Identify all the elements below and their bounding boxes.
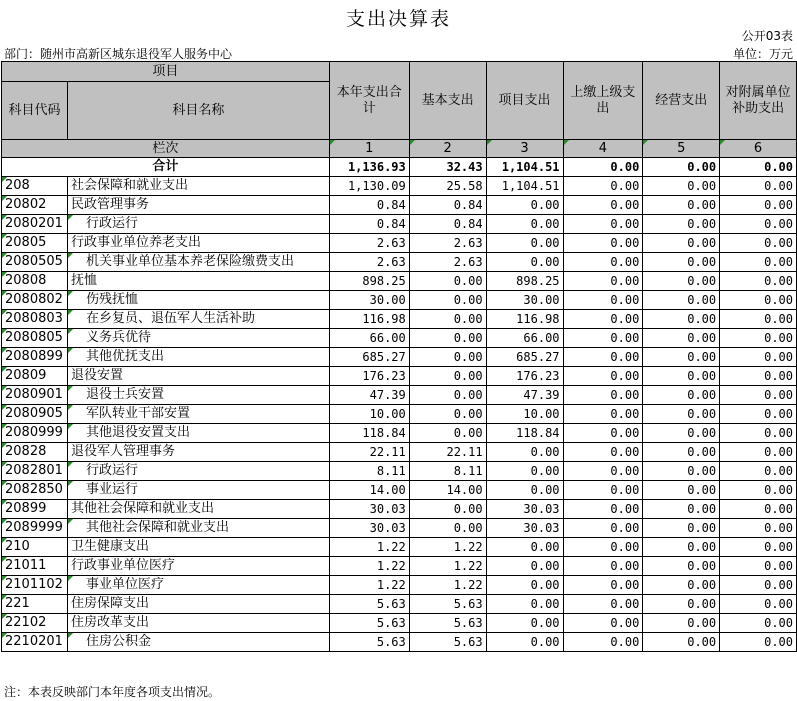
subject-code-cell: 20802: [2, 196, 68, 215]
table-row: [2, 367, 797, 386]
unit-label: 单位：万元: [732, 47, 793, 61]
subject-name-cell: 行政运行: [67, 215, 329, 234]
amount-cell: 0.00: [563, 367, 643, 386]
amount-cell: 2.63: [329, 253, 409, 272]
amount-cell: 30.00: [329, 291, 409, 310]
table-row: [2, 234, 797, 253]
subject-name-cell: 住房改革支出: [67, 614, 329, 633]
amount-cell: 0.00: [409, 310, 486, 329]
amount-cell: 0.00: [643, 310, 720, 329]
amount-cell: 1.22: [329, 557, 409, 576]
footnote: 注：本表反映部门本年度各项支出情况。: [4, 685, 221, 699]
amount-cell: 0.00: [720, 215, 797, 234]
amount-cell: 0.00: [643, 386, 720, 405]
amount-cell: 0.00: [486, 557, 563, 576]
amount-cell: 0.00: [643, 253, 720, 272]
amount-cell: 8.11: [409, 462, 486, 481]
amount-cell: 0.00: [486, 443, 563, 462]
table-row: [2, 538, 797, 557]
subject-code-cell: 2080901: [2, 386, 68, 405]
amount-cell: 30.03: [329, 500, 409, 519]
amount-cell: 22.11: [329, 443, 409, 462]
amount-cell: 116.98: [486, 310, 563, 329]
subject-name-cell: 行政事业单位养老支出: [67, 234, 329, 253]
subject-code-cell: 20899: [2, 500, 68, 519]
amount-cell: 0.00: [720, 272, 797, 291]
amount-cell: 1,130.09: [329, 177, 409, 196]
amount-cell: 0.00: [409, 519, 486, 538]
amount-cell: 14.00: [329, 481, 409, 500]
amount-cell: 0.00: [563, 348, 643, 367]
amount-cell: 2.63: [329, 234, 409, 253]
subject-name-header: 科目名称: [67, 82, 329, 140]
amount-cell: 0.00: [409, 329, 486, 348]
subject-code-cell: 20809: [2, 367, 68, 386]
amount-cell: 0.00: [486, 234, 563, 253]
total-value: 0.00: [563, 158, 643, 177]
subject-name-cell: 行政事业单位医疗: [67, 557, 329, 576]
amount-cell: 0.00: [563, 253, 643, 272]
amount-cell: 0.00: [409, 424, 486, 443]
amount-cell: 5.63: [409, 614, 486, 633]
col1-header: 本年支出合计: [329, 62, 409, 140]
col5-header: 经营支出: [643, 62, 720, 140]
subject-name-cell: 其他优抚支出: [67, 348, 329, 367]
table-row: [2, 576, 797, 595]
total-label: 合计: [2, 158, 330, 177]
amount-cell: 0.00: [409, 367, 486, 386]
amount-cell: 1,104.51: [486, 177, 563, 196]
table-row: [2, 462, 797, 481]
amount-cell: 0.00: [720, 310, 797, 329]
amount-cell: 0.00: [720, 386, 797, 405]
amount-cell: 0.00: [720, 405, 797, 424]
amount-cell: 0.00: [643, 424, 720, 443]
subject-code-cell: 2080803: [2, 310, 68, 329]
amount-cell: 0.00: [563, 481, 643, 500]
amount-cell: 0.00: [563, 386, 643, 405]
amount-cell: 0.00: [643, 196, 720, 215]
subject-name-cell: 退役军人管理事务: [67, 443, 329, 462]
amount-cell: 5.63: [329, 595, 409, 614]
amount-cell: 0.00: [563, 196, 643, 215]
amount-cell: 25.58: [409, 177, 486, 196]
amount-cell: 0.00: [563, 291, 643, 310]
amount-cell: 0.00: [720, 177, 797, 196]
table-row: [2, 310, 797, 329]
amount-cell: 0.00: [643, 443, 720, 462]
amount-cell: 10.00: [486, 405, 563, 424]
amount-cell: 0.00: [409, 272, 486, 291]
subject-code-cell: 208: [2, 177, 68, 196]
amount-cell: 66.00: [486, 329, 563, 348]
subject-name-cell: 义务兵优待: [67, 329, 329, 348]
amount-cell: 5.63: [329, 614, 409, 633]
amount-cell: 1.22: [329, 576, 409, 595]
amount-cell: 0.00: [643, 329, 720, 348]
amount-cell: 0.00: [563, 405, 643, 424]
table-row: [2, 253, 797, 272]
subject-name-cell: 其他退役安置支出: [67, 424, 329, 443]
table-row: [2, 595, 797, 614]
table-row: [2, 557, 797, 576]
subject-name-cell: 行政运行: [67, 462, 329, 481]
table-row: [2, 177, 797, 196]
amount-cell: 5.63: [409, 595, 486, 614]
total-value: 1,104.51: [486, 158, 563, 177]
amount-cell: 0.00: [720, 329, 797, 348]
amount-cell: 1.22: [409, 557, 486, 576]
amount-cell: 0.00: [720, 291, 797, 310]
total-value: 32.43: [409, 158, 486, 177]
amount-cell: 0.00: [563, 272, 643, 291]
subject-code-cell: 2080905: [2, 405, 68, 424]
amount-cell: 0.00: [409, 500, 486, 519]
amount-cell: 0.00: [643, 177, 720, 196]
subject-code-cell: 2082850: [2, 481, 68, 500]
amount-cell: 0.00: [486, 576, 563, 595]
amount-cell: 898.25: [486, 272, 563, 291]
amount-cell: 0.00: [720, 443, 797, 462]
amount-cell: 0.00: [563, 500, 643, 519]
subject-name-cell: 退役士兵安置: [67, 386, 329, 405]
amount-cell: 0.00: [409, 405, 486, 424]
subject-code-cell: 210: [2, 538, 68, 557]
subject-code-cell: 2080802: [2, 291, 68, 310]
table-row: [2, 386, 797, 405]
amount-cell: 0.00: [720, 348, 797, 367]
amount-cell: 0.00: [643, 234, 720, 253]
amount-cell: 685.27: [329, 348, 409, 367]
table-row: [2, 348, 797, 367]
subject-name-cell: 其他社会保障和就业支出: [67, 519, 329, 538]
subject-name-cell: 抚恤: [67, 272, 329, 291]
subject-name-cell: 退役安置: [67, 367, 329, 386]
amount-cell: 0.00: [720, 519, 797, 538]
subject-code-header: 科目代码: [2, 82, 68, 140]
amount-cell: 0.00: [643, 272, 720, 291]
amount-cell: 8.11: [329, 462, 409, 481]
amount-cell: 0.00: [563, 443, 643, 462]
table-row: [2, 291, 797, 310]
amount-cell: 0.84: [329, 215, 409, 234]
table-row: [2, 633, 797, 652]
amount-cell: 0.00: [563, 557, 643, 576]
subject-name-cell: 事业运行: [67, 481, 329, 500]
subject-name-cell: 卫生健康支出: [67, 538, 329, 557]
amount-cell: 0.00: [720, 614, 797, 633]
subject-name-cell: 社会保障和就业支出: [67, 177, 329, 196]
table-row: [2, 424, 797, 443]
subject-code-cell: 20828: [2, 443, 68, 462]
table-row: [2, 405, 797, 424]
amount-cell: 0.00: [720, 462, 797, 481]
table-row: [2, 196, 797, 215]
subject-code-cell: 2080999: [2, 424, 68, 443]
amount-cell: 0.00: [563, 614, 643, 633]
amount-cell: 0.00: [720, 234, 797, 253]
amount-cell: 0.00: [720, 500, 797, 519]
project-header: 项目: [2, 62, 330, 82]
amount-cell: 0.00: [563, 633, 643, 652]
amount-cell: 176.23: [486, 367, 563, 386]
amount-cell: 0.00: [486, 595, 563, 614]
amount-cell: 30.03: [486, 500, 563, 519]
subject-code-cell: 2080899: [2, 348, 68, 367]
total-value: 0.00: [643, 158, 720, 177]
amount-cell: 0.00: [486, 215, 563, 234]
amount-cell: 0.00: [486, 196, 563, 215]
subject-code-cell: 20808: [2, 272, 68, 291]
table-row: [2, 272, 797, 291]
col-index: 4: [563, 140, 643, 158]
amount-cell: 0.00: [720, 538, 797, 557]
amount-cell: 0.00: [563, 424, 643, 443]
subject-code-cell: 20805: [2, 234, 68, 253]
table-row: [2, 443, 797, 462]
amount-cell: 0.00: [720, 595, 797, 614]
amount-cell: 5.63: [329, 633, 409, 652]
col-index: 3: [486, 140, 563, 158]
amount-cell: 10.00: [329, 405, 409, 424]
amount-cell: 0.00: [486, 253, 563, 272]
amount-cell: 0.00: [563, 576, 643, 595]
amount-cell: 118.84: [329, 424, 409, 443]
amount-cell: 0.00: [563, 310, 643, 329]
amount-cell: 1.22: [329, 538, 409, 557]
col-index: 6: [720, 140, 797, 158]
amount-cell: 47.39: [329, 386, 409, 405]
amount-cell: 1.22: [409, 538, 486, 557]
form-code: 公开03表: [741, 29, 793, 43]
amount-cell: 0.00: [720, 557, 797, 576]
amount-cell: 0.00: [643, 576, 720, 595]
amount-cell: 0.00: [643, 538, 720, 557]
table-row: [2, 614, 797, 633]
amount-cell: 0.00: [643, 367, 720, 386]
amount-cell: 0.00: [720, 196, 797, 215]
amount-cell: 0.00: [486, 462, 563, 481]
subject-code-cell: 2082801: [2, 462, 68, 481]
subject-code-cell: 21011: [2, 557, 68, 576]
subject-code-cell: 2089999: [2, 519, 68, 538]
amount-cell: 0.00: [643, 614, 720, 633]
subject-code-cell: 2080505: [2, 253, 68, 272]
subject-name-cell: 民政管理事务: [67, 196, 329, 215]
col4-header: 上缴上级支出: [563, 62, 643, 140]
amount-cell: 0.00: [720, 367, 797, 386]
subject-code-cell: 2080805: [2, 329, 68, 348]
amount-cell: 1.22: [409, 576, 486, 595]
amount-cell: 14.00: [409, 481, 486, 500]
total-row: [2, 158, 797, 177]
amount-cell: 0.00: [486, 614, 563, 633]
report-title: 支出决算表: [345, 8, 451, 30]
subject-name-cell: 其他社会保障和就业支出: [67, 500, 329, 519]
amount-cell: 0.00: [563, 215, 643, 234]
amount-cell: 0.00: [643, 595, 720, 614]
amount-cell: 2.63: [409, 253, 486, 272]
amount-cell: 0.00: [486, 538, 563, 557]
amount-cell: 0.00: [563, 462, 643, 481]
amount-cell: 0.00: [643, 348, 720, 367]
amount-cell: 66.00: [329, 329, 409, 348]
col-index: 2: [409, 140, 486, 158]
table-row: [2, 329, 797, 348]
subject-name-cell: 机关事业单位基本养老保险缴费支出: [67, 253, 329, 272]
col-index: 5: [643, 140, 720, 158]
amount-cell: 116.98: [329, 310, 409, 329]
total-value: 0.00: [720, 158, 797, 177]
amount-cell: 0.00: [643, 557, 720, 576]
subject-name-cell: 住房公积金: [67, 633, 329, 652]
amount-cell: 898.25: [329, 272, 409, 291]
table-row: [2, 519, 797, 538]
amount-cell: 0.84: [409, 196, 486, 215]
table-row: [2, 215, 797, 234]
col2-header: 基本支出: [409, 62, 486, 140]
amount-cell: 30.03: [329, 519, 409, 538]
subject-code-cell: 2101102: [2, 576, 68, 595]
amount-cell: 0.00: [643, 633, 720, 652]
amount-cell: 0.84: [329, 196, 409, 215]
subject-name-cell: 伤残抚恤: [67, 291, 329, 310]
amount-cell: 30.03: [486, 519, 563, 538]
amount-cell: 0.00: [486, 633, 563, 652]
amount-cell: 0.00: [643, 481, 720, 500]
table-row: [2, 481, 797, 500]
amount-cell: 0.00: [563, 329, 643, 348]
subject-code-cell: 22102: [2, 614, 68, 633]
amount-cell: 0.00: [409, 386, 486, 405]
amount-cell: 0.00: [720, 481, 797, 500]
subject-code-cell: 2210201: [2, 633, 68, 652]
amount-cell: 22.11: [409, 443, 486, 462]
col-index: 1: [329, 140, 409, 158]
row-index-label: 栏次: [2, 140, 330, 158]
total-value: 1,136.93: [329, 158, 409, 177]
amount-cell: 0.00: [720, 576, 797, 595]
subject-name-cell: 军队转业干部安置: [67, 405, 329, 424]
amount-cell: 0.00: [643, 462, 720, 481]
amount-cell: 0.00: [409, 291, 486, 310]
amount-cell: 118.84: [486, 424, 563, 443]
amount-cell: 0.84: [409, 215, 486, 234]
subject-code-cell: 221: [2, 595, 68, 614]
amount-cell: 176.23: [329, 367, 409, 386]
amount-cell: 685.27: [486, 348, 563, 367]
amount-cell: 0.00: [563, 519, 643, 538]
amount-cell: 0.00: [409, 348, 486, 367]
amount-cell: 30.00: [486, 291, 563, 310]
subject-code-cell: 2080201: [2, 215, 68, 234]
amount-cell: 0.00: [563, 595, 643, 614]
amount-cell: 5.63: [409, 633, 486, 652]
col3-header: 项目支出: [486, 62, 563, 140]
amount-cell: 0.00: [486, 481, 563, 500]
subject-name-cell: 在乡复员、退伍军人生活补助: [67, 310, 329, 329]
amount-cell: 2.63: [409, 234, 486, 253]
subject-name-cell: 事业单位医疗: [67, 576, 329, 595]
amount-cell: 0.00: [720, 633, 797, 652]
expenditure-table: [1, 61, 797, 652]
amount-cell: 0.00: [563, 234, 643, 253]
amount-cell: 0.00: [720, 253, 797, 272]
amount-cell: 0.00: [643, 291, 720, 310]
amount-cell: 0.00: [563, 538, 643, 557]
subject-name-cell: 住房保障支出: [67, 595, 329, 614]
amount-cell: 0.00: [643, 215, 720, 234]
col6-header: 对附属单位补助支出: [720, 62, 797, 140]
amount-cell: 0.00: [643, 519, 720, 538]
amount-cell: 0.00: [720, 424, 797, 443]
amount-cell: 0.00: [643, 405, 720, 424]
table-row: [2, 500, 797, 519]
amount-cell: 0.00: [643, 500, 720, 519]
amount-cell: 47.39: [486, 386, 563, 405]
amount-cell: 0.00: [563, 177, 643, 196]
department-label: 部门：随州市高新区城东退役军人服务中心: [4, 47, 233, 61]
